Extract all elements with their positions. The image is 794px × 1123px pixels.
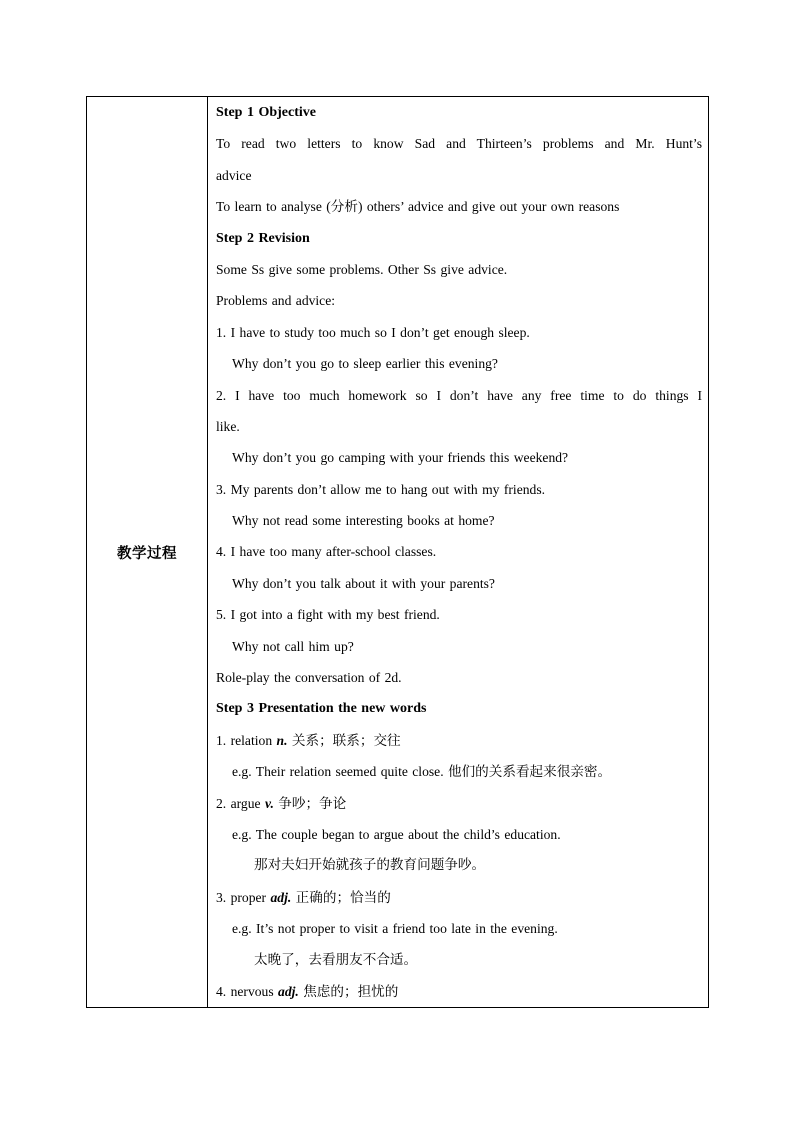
word-number: 1. relation — [216, 732, 277, 748]
teaching-process-label: 教学过程 — [117, 545, 177, 562]
content-cell — [208, 97, 709, 1008]
advice-line: Why not call him up? — [232, 638, 354, 654]
advice-line: Why not read some interesting books at home? — [232, 513, 495, 529]
problem-line: 3. My parents don’t allow me to hang out with my friends. — [216, 481, 546, 497]
word-entry — [216, 725, 702, 756]
word-entry — [216, 976, 702, 1007]
word-entry — [216, 882, 702, 913]
word-meaning: 正确的；恰当的 — [295, 889, 391, 906]
roleplay-line: Role-play the conversation of 2d. — [216, 670, 402, 686]
word-entry — [216, 788, 702, 819]
advice-line: Why don’t you talk about it with your parents? — [232, 575, 495, 591]
problem-line: 4. I have too many after-school classes. — [216, 544, 437, 560]
word-meaning: 争吵；争论 — [278, 795, 347, 812]
step1-heading: Step 1 Objective — [216, 105, 316, 120]
word-meaning: 焦虑的；担忧的 — [303, 983, 399, 1000]
word-pos: v. — [264, 795, 274, 811]
advice-line: Why don’t you go camping with your friends this weekend? — [232, 450, 569, 466]
word-number: 4. nervous — [216, 983, 279, 999]
problem-line: like. — [216, 418, 240, 434]
label-cell — [87, 97, 208, 1008]
step2-heading: Step 2 Revision — [216, 230, 310, 246]
objective-line: To read two letters to know Sad and Thirteen’s problems and Mr. Hunt’s — [216, 136, 702, 152]
problem-line: 2. I have too much homework so I don’t have any free time to do things I — [216, 387, 702, 403]
example-line: e.g. It’s not proper to visit a friend too late in the evening. — [232, 921, 558, 937]
objective-line: To learn to analyse (分析) others’ advice and give out your own reasons — [216, 199, 620, 215]
example-translation: 那对夫妇开始就孩子的教育问题争吵。 — [254, 857, 486, 874]
revision-line: Some Ss give some problems. Other Ss give advice. — [216, 261, 508, 277]
word-pos: adj. — [270, 889, 292, 905]
lesson-table — [86, 96, 709, 1008]
word-meaning: 关系；联系；交往 — [291, 732, 401, 749]
problem-line: 5. I got into a fight with my best friend. — [216, 607, 440, 623]
example-text: e.g. Their relation seemed quite close. 他们的关系看起来很亲密。 — [232, 764, 612, 780]
example-line: e.g. The couple began to argue about the child’s education. — [232, 826, 561, 842]
word-pos: adj. — [278, 983, 299, 999]
word-number: 3. proper — [216, 889, 271, 905]
table-row — [87, 97, 709, 1008]
revision-line: Problems and advice: — [216, 293, 336, 309]
example-line — [216, 756, 702, 787]
advice-line: Why don’t you go to sleep earlier this evening? — [232, 356, 498, 372]
step3-heading: Step 3 Presentation the new words — [216, 701, 427, 717]
objective-line: advice — [216, 167, 252, 183]
problem-line: 1. I have to study too much so I don’t get enough sleep. — [216, 324, 530, 340]
word-number: 2. argue — [216, 795, 265, 811]
example-translation: 太晚了，去看朋友不合适。 — [254, 951, 418, 968]
word-pos: n. — [276, 732, 288, 748]
